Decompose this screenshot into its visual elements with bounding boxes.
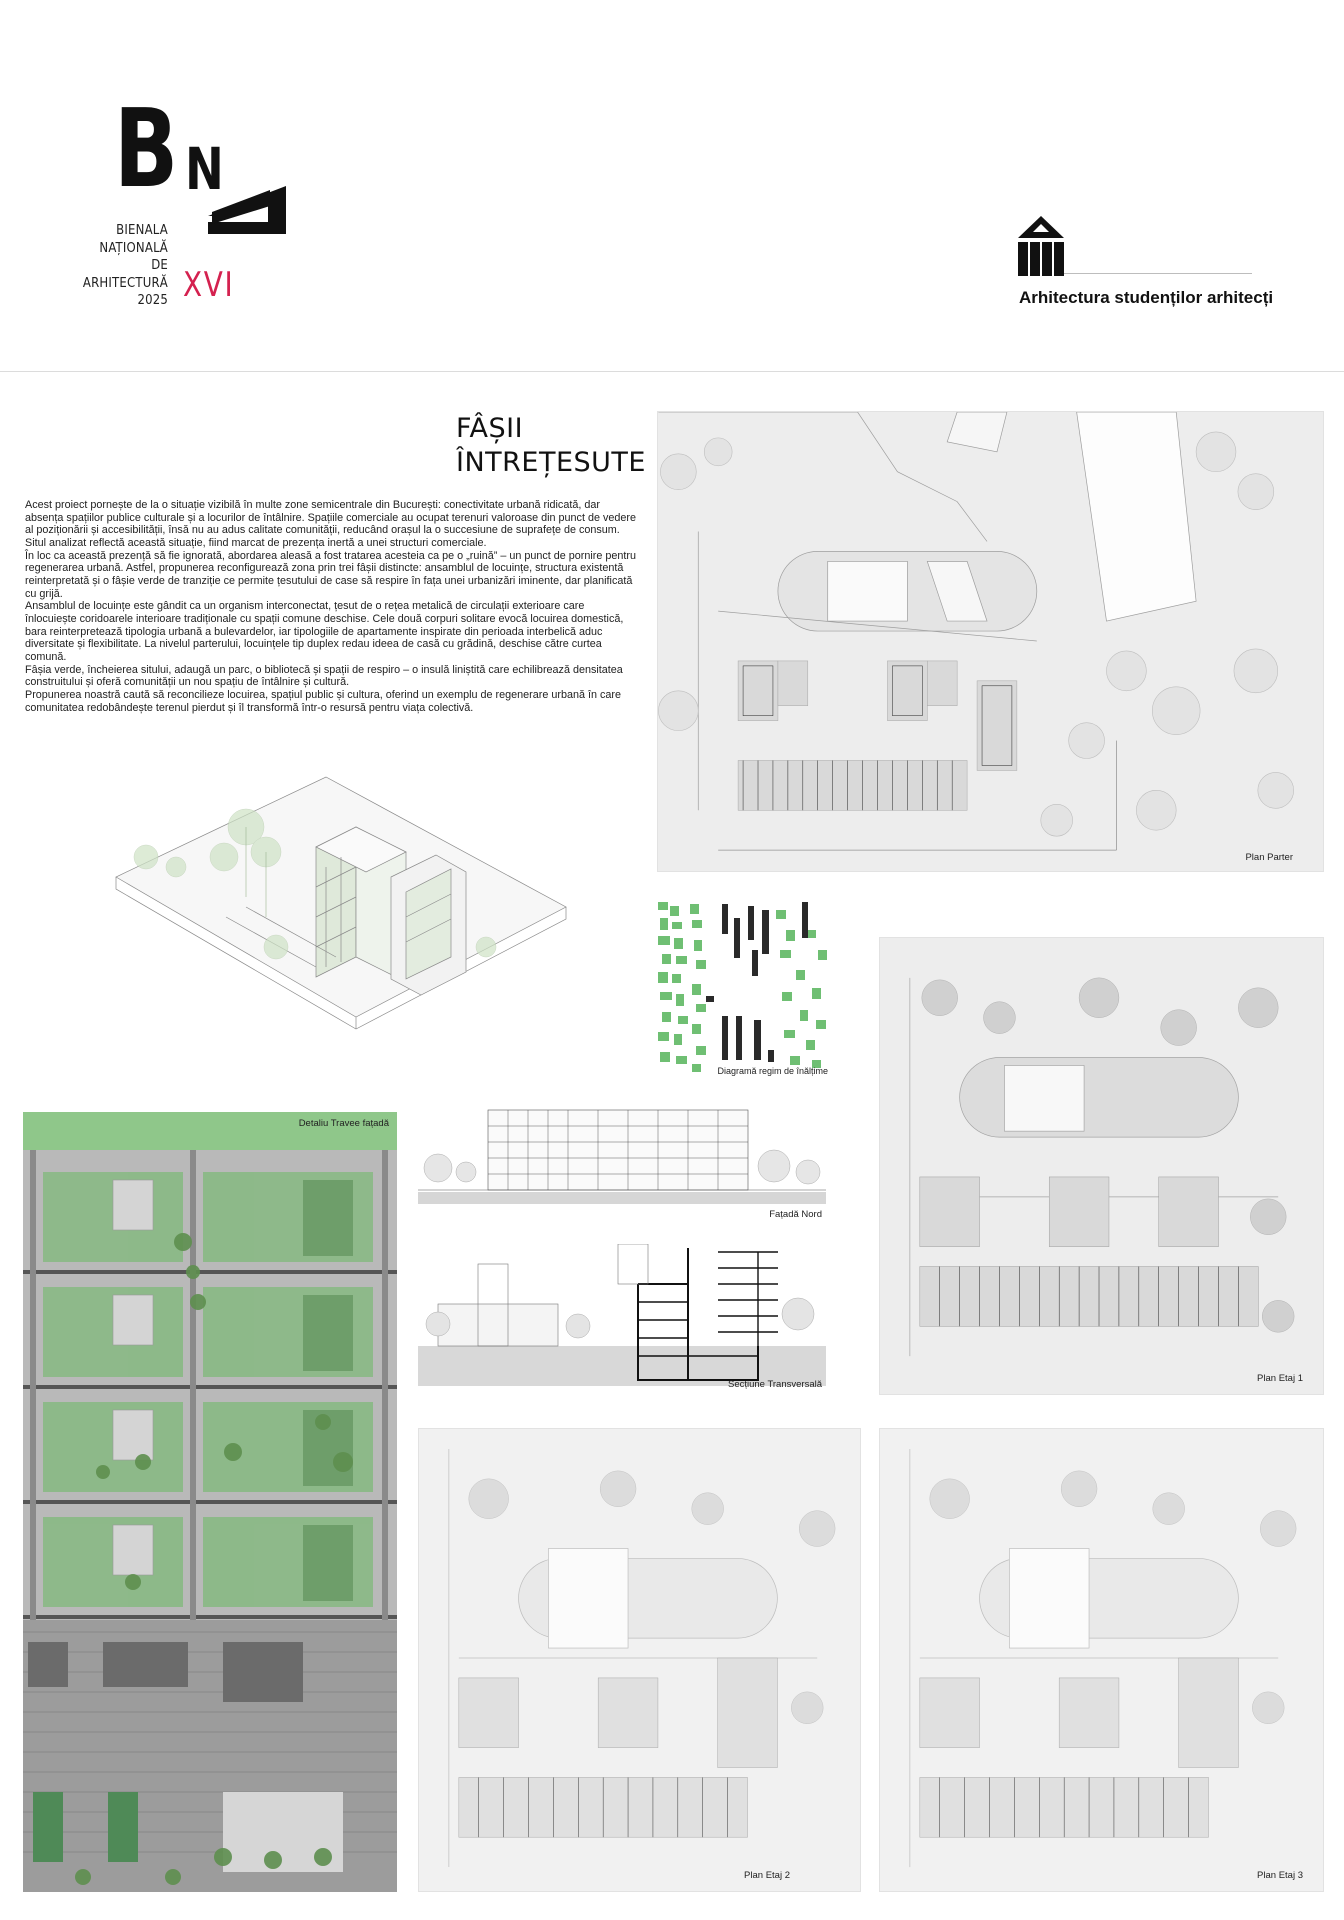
brand-rule: [1064, 273, 1252, 274]
title-line: ÎNTREȚESUTE: [456, 447, 646, 478]
caption-etaj2: Plan Etaj 2: [744, 1870, 790, 1881]
floor2-plan-image: [419, 1429, 860, 1891]
project-description: [25, 499, 637, 714]
plan-etaj1-drawing: [879, 937, 1324, 1395]
caption-etaj3: Plan Etaj 3: [1257, 1870, 1303, 1881]
bna-logo: [0, 0, 300, 360]
axonometric-image: [106, 757, 572, 1077]
project-title: [456, 412, 646, 480]
logo-line: DE: [151, 258, 168, 273]
title-line: FÂȘII: [456, 413, 524, 444]
description-paragraph: Ansamblul de locuințe este gândit ca un organism interconectat, țesut de o rețea metalică de circulații exterioare care înlocuiește coridoarele interioare tradiționale cu spații comune deschise. Cele două corpuri solitare evocă locuirea domestică, bara reinterpretează tipologia urbană a bulevardelor, iar tipologiile de apartamente inspirate din perioada interbelică aduc diversitate și flexibilitate. La nivelul parterului, locuințele tip duplex redau ideea de casă cu grădină, deschise către curtea comună.: [25, 600, 624, 663]
height-diagram: [656, 900, 832, 1076]
logo-caption: [70, 222, 168, 310]
logo-line: NAȚIONALĂ: [99, 240, 168, 256]
caption-facade: Fațadă Nord: [769, 1209, 822, 1220]
header-divider: [0, 371, 1344, 372]
north-facade-image: [418, 1108, 826, 1222]
site-plan-image: [658, 412, 1323, 871]
logo-letter-b: B: [114, 87, 179, 212]
pencil-icon: [1018, 216, 1064, 276]
caption-plan-parter: Plan Parter: [1245, 852, 1293, 863]
plan-etaj2-drawing: [418, 1428, 861, 1892]
description-paragraph: Acest proiect pornește de la o situație vizibilă în multe zone semicentrale din București: conectivitate urbană ridicată, dar absența spațiilor publice culturale și a locurilor de întâlnire. Spațiile comerciale au ocupat terenuri valoroase din punct de vedere al poziționării și accesibilității, însă nu au adus calitate comunității, reducând orașul la o succesiune de suprafețe de consum. Situl analizat reflectă această situație, fiind marcat de prezența inertă a unei structuri comerciale.: [25, 499, 636, 549]
caption-detail: Detaliu Travee fațadă: [298, 1118, 389, 1129]
cross-section-image: [418, 1244, 826, 1394]
description-paragraph: În loc ca această prezență să fie ignorată, abordarea aleasă a fost tratarea acesteia ca pe o „ruină” – un punct de pornire pentru regenerarea urbană. Astfel, propunerea reconfigurează zona prin trei fâșii distincte: ansamblul de locuințe, structura existentă reinterpretată și o fâșie verde de tranziție ce permite țesutului de case să respire în fața unei urbanizări iminente, dar planificată cu grijă.: [25, 549, 637, 600]
height-diagram-image: [656, 900, 832, 1076]
plan-parter-drawing: [657, 411, 1324, 872]
logo-line: BIENALA: [116, 223, 168, 238]
logo-line: ARHITECTURĂ: [82, 275, 168, 291]
logo-year: 2025: [137, 293, 168, 308]
caption-section: Secțiune Transversală: [728, 1379, 822, 1390]
cross-section-drawing: [418, 1244, 826, 1394]
caption-diagram: Diagramă regim de înălțime: [717, 1066, 828, 1076]
plan-etaj3-drawing: [879, 1428, 1324, 1892]
brand-caption: Arhitectura studenților arhitecți: [1019, 288, 1274, 307]
logo-letter-a-icon: [208, 186, 286, 234]
description-paragraph: Fâșia verde, încheierea sitului, adaugă un parc, o bibliotecă și spații de respiro – o insulă liniștită care echilibrează densitatea construitului și oferă comunității un nou spațiu de întâlnire și cultură.: [25, 663, 623, 689]
logo-letter-n: N: [185, 135, 224, 203]
floor1-plan-image: [880, 938, 1323, 1394]
caption-etaj1: Plan Etaj 1: [1257, 1373, 1303, 1384]
description-paragraph: Propunerea noastră caută să reconcilieze locuirea, spațiul public și cultura, oferind un exemplu de regenerare urbană în care comunitatea redobândește terenul pierdut și îl transformă într-o resursă pentru viața colectivă.: [25, 688, 621, 714]
facade-detail-drawing: [23, 1112, 397, 1892]
axonometric-drawing: [106, 757, 572, 1077]
logo-edition: XVI: [183, 265, 235, 305]
north-facade-drawing: [418, 1108, 826, 1222]
facade-detail-image: [23, 1112, 397, 1892]
floor3-plan-image: [880, 1429, 1323, 1891]
